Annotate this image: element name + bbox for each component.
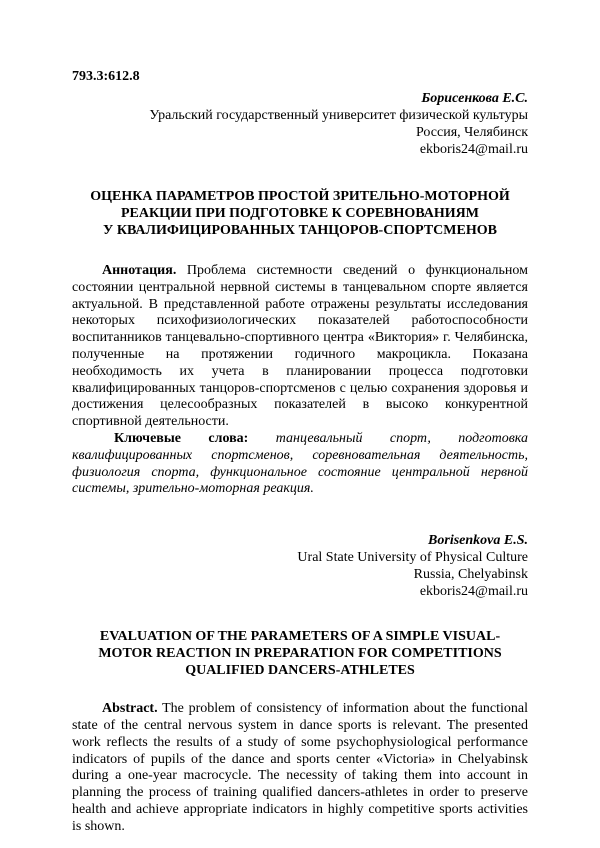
abstract-text-en: The problem of consistency of information about the functional state of the central nervous system in dance sports is relevant. The presented work reflects the results of a study of some psychophysiological performance indicators of pupils of the dance and sports center «Victoria» in Chelyabinsk during a one-year macrocycle. The necessity of taking them into account in planning the process of training qualified dancers-athletes in order to preserve health and achieve appropriate indicators in highly competitive sports activities is shown. [72,701,529,834]
author-name-ru: Борисенкова Е.С. [421,91,528,106]
paper-page [72,68,528,836]
author-block-en [72,532,528,600]
title-line: MOTOR REACTION IN PREPARATION FOR COMPETITIONS [98,646,502,662]
email-en: ekboris24@mail.ru [419,584,528,600]
keywords-text-ru: танцевальный спорт, подготовка квалифицированных спортсменов, соревновательная деятельность, физиология спорта, функциональное состояние центральной нервной системы, зрительно-моторная реакция. [72,430,528,497]
keywords-label-ru: Ключевые слова: [114,430,249,446]
location-en: Russia, Chelyabinsk [413,567,528,583]
title-line: EVALUATION OF THE PARAMETERS OF A SIMPLE VISUAL- [99,629,501,645]
email-ru: ekboris24@mail.ru [419,142,528,157]
affiliation-en: Ural State University of Physical Culture [297,550,528,566]
abstract-text-ru: Проблема системности сведений о функциональном состоянии центральной нервной системы в танцевальном спорте является актуальной. В представленной работе отражены результаты исследования некоторых психофизиологических показателей работоспособности воспитанников танцевально-спортивного центра «Виктория» г. Челябинска, полученные на протяжении годичного макроцикла. Показана необходимость их учета в планировании процесса подготовки квалифицированных танцоров-спортсменов с целью сохранения здоровья и достижения целесообразных показателей в высоко конкурентной спортивной деятельности. [72,263,528,430]
paper-title-en [72,628,528,679]
title-line: QUALIFIED DANCERS-ATHLETES [185,663,415,679]
abstract-ru [72,263,528,431]
author-block-ru [72,90,528,158]
paper-title-ru [72,188,528,239]
location-ru: Россия, Челябинск [415,125,528,140]
abstract-label-en: Abstract. [102,701,158,717]
title-line: ОЦЕНКА ПАРАМЕТРОВ ПРОСТОЙ ЗРИТЕЛЬНО-МОТОРНОЙ [90,189,510,204]
udc-code: 793.3:612.8 [72,69,140,84]
title-line: У КВАЛИФИЦИРОВАННЫХ ТАНЦОРОВ-СПОРТСМЕНОВ [103,223,497,238]
abstract-en [72,701,528,835]
title-line: РЕАКЦИИ ПРИ ПОДГОТОВКЕ К СОРЕВНОВАНИЯМ [120,206,479,221]
author-name-en: Borisenkova E.S. [428,533,528,549]
keywords-ru [72,431,528,498]
affiliation-ru: Уральский государственный университет физической культуры [149,108,528,123]
abstract-label-ru: Аннотация. [102,263,177,278]
